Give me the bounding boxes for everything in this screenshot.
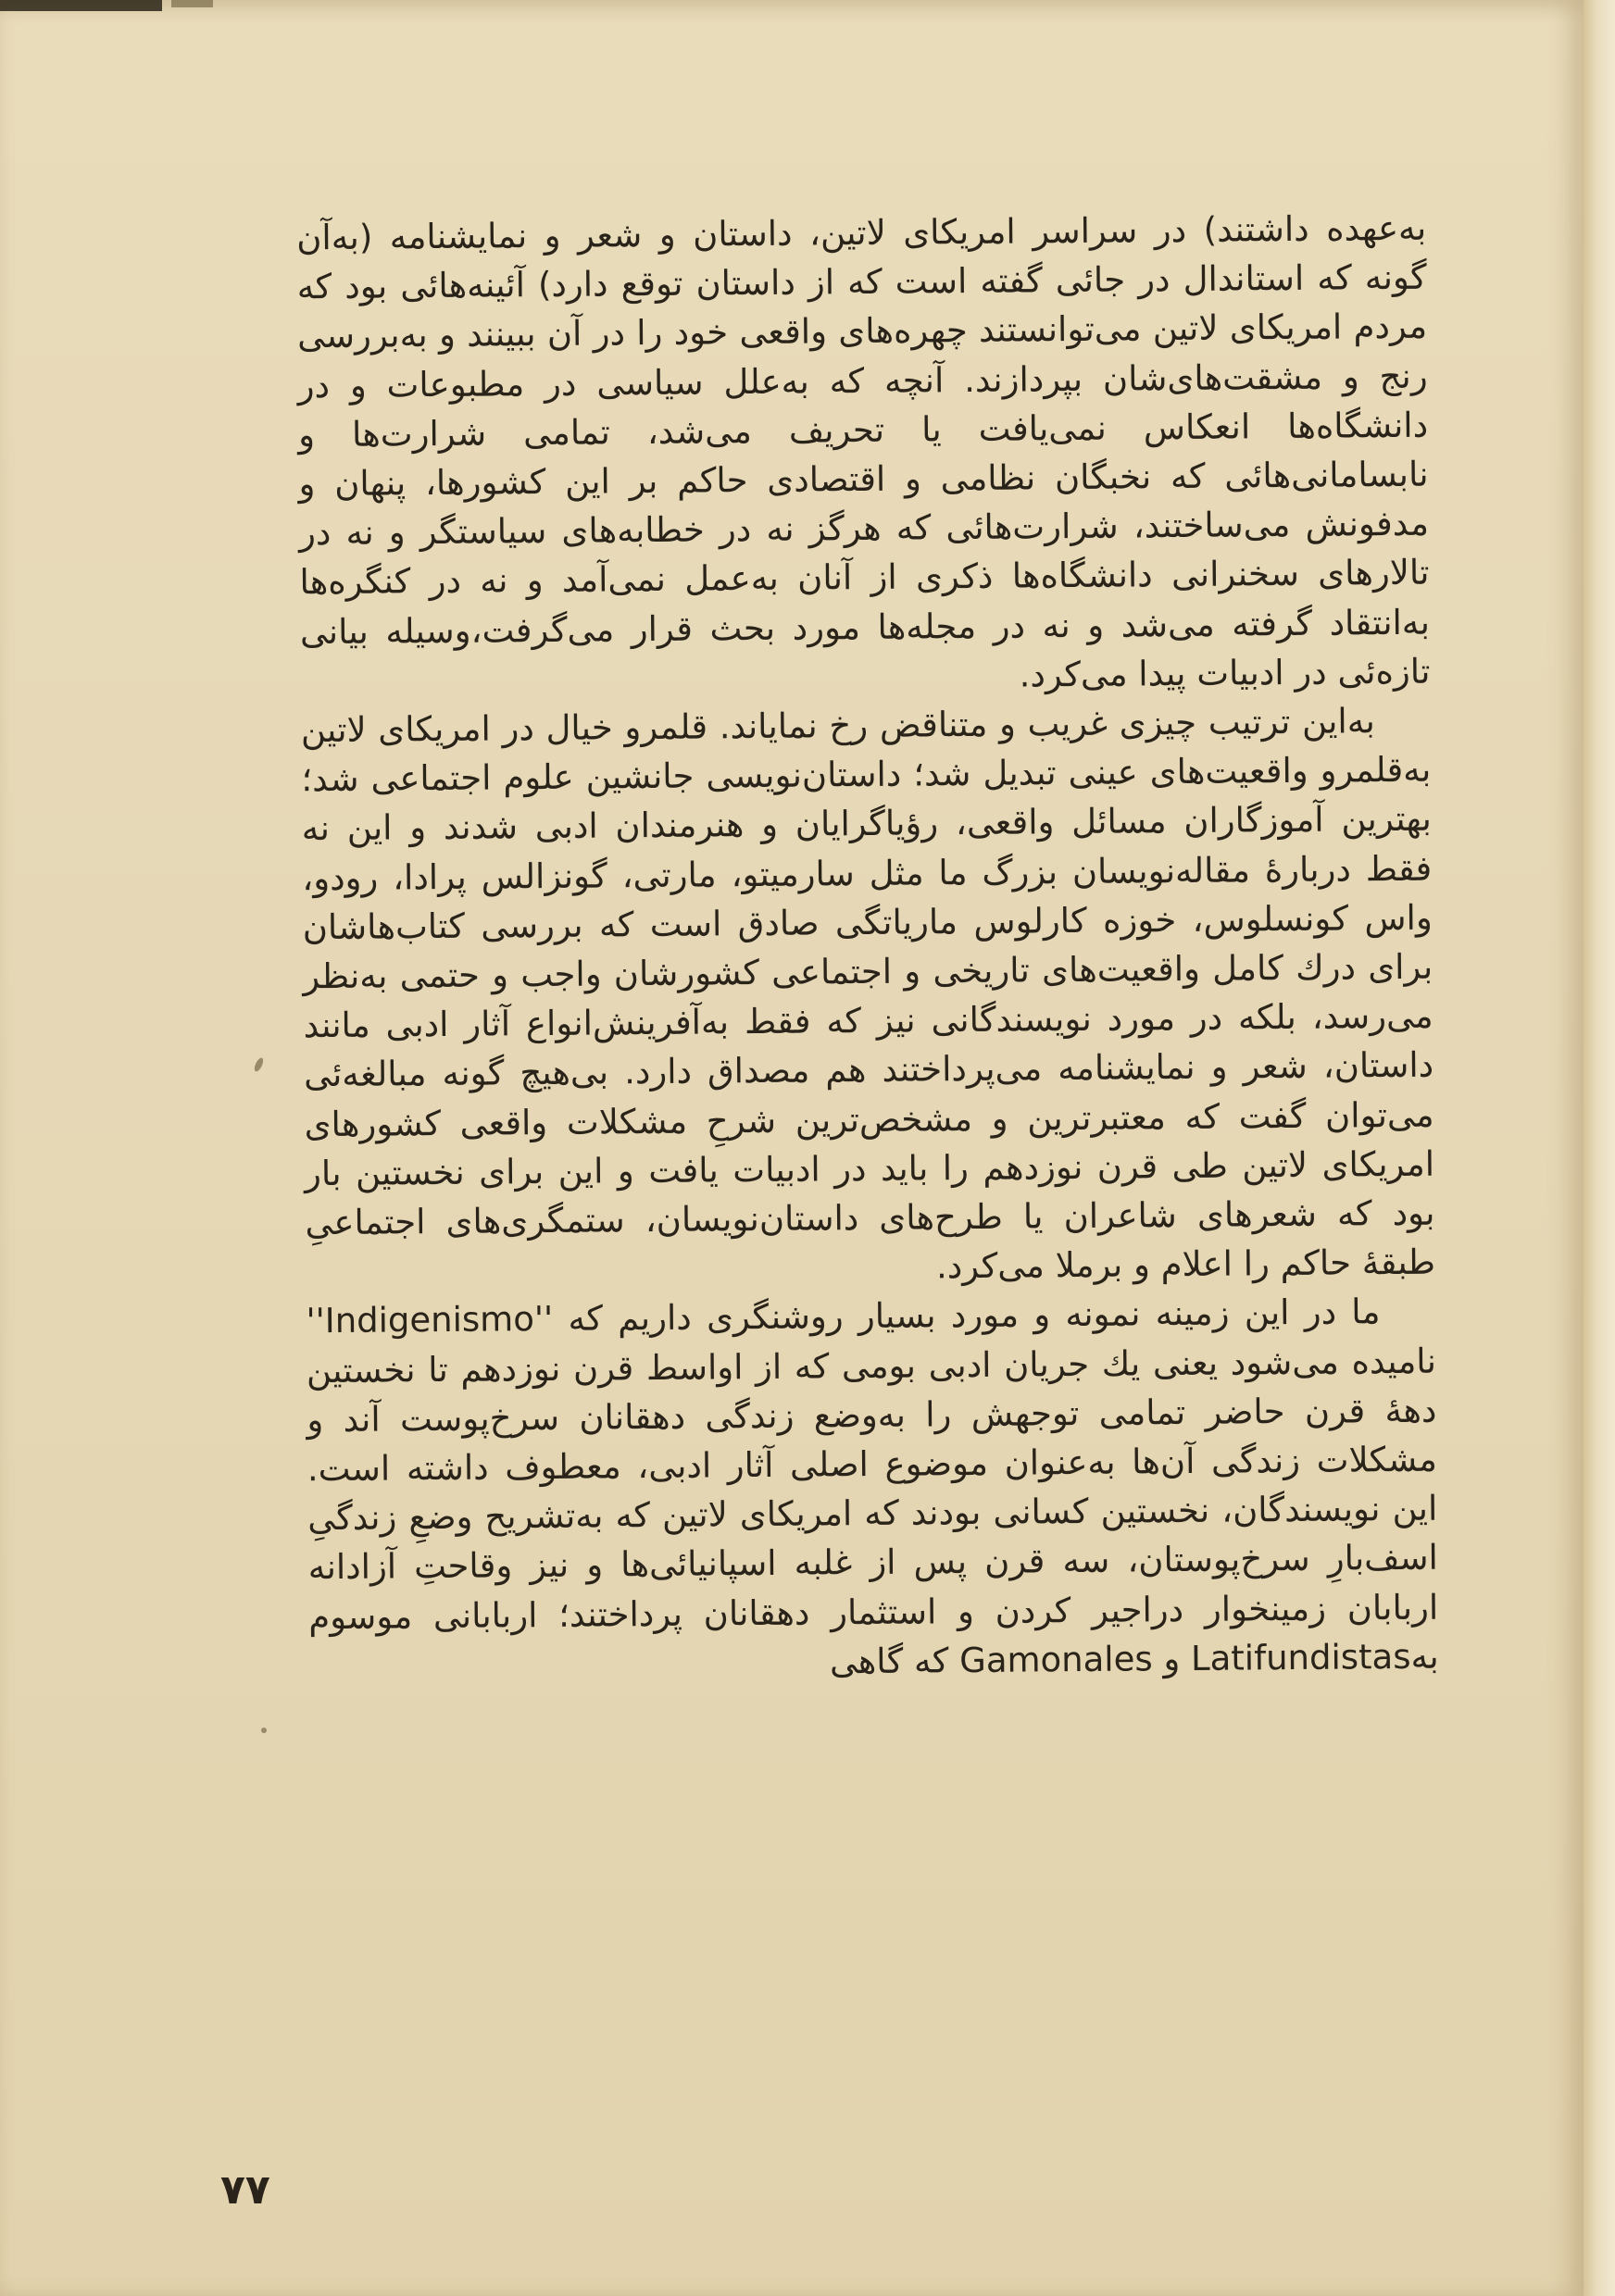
top-edge-mark-secondary <box>171 0 213 7</box>
page-number: ۷۷ <box>220 2166 270 2214</box>
paper-speck <box>261 1728 267 1733</box>
paragraph-3: ما در این زمینه نمونه و مورد بسیار روشنگری داریم که ''Indigenismo'' نامیده می‌شود یعنی یك جریان ادبی بومی که از اواسط قرن نوزدهم تا نخستین دههٔ قرن حاضر تمامی توجهش را به‌وضع زندگی دهقانان سرخ‌پوست آند و مشکلات زندگی آن‌ها به‌عنوان موضوع اصلی آثار ادبی، معطوف داشته است. این نویسندگان، نخستین کسانی بودند که امریکای لاتین که به‌تشریح وضعِ زندگیِ اسف‌بارِ سرخ‌پوستان، سه قرن پس از غلبه اسپانیائی‌ها و نیز وقاحتِ آزادانه اربابان زمینخوار دراجیر کردن و استثمار دهقانان پرداختند؛ اربابانی موسوم به‌Latifundistas و Gamonales که گاهی <box>306 1292 1439 1682</box>
paragraph-2: به‌این ترتیب چیزی غریب و متناقض رخ نمایاند. قلمرو خیال در امریکای لاتین به‌قلمرو واقعیت‌های عینی تبدیل شد؛ داستان‌نویسی جانشین علوم اجتماعی شد؛ بهترین آموزگاران مسائل واقعی، رؤیاگرایان و هنرمندان ادبی شدند و این نه فقط دربارهٔ مقاله‌نویسان بزرگ ما مثل سارمیتو، مارتی، گونزالس پرادا، رودو، واس کونسلوس، خوزه کارلوس ماریاتگی صادق است که بررسی کتاب‌هاشان برای درك کامل واقعیت‌های تاریخی و اجتماعی کشورشان واجب و حتمی به‌نظر می‌رسد، بلکه در مورد نویسندگانی نیز که فقط به‌آفرینش‌انواع آثار ادبی مانند داستان، شعر و نمایشنامه می‌پرداختند هم مصداق دارد. بی‌هیچ گونه مبالغه‌ئی می‌توان گفت که معتبرترین و مشخص‌ترین شرحِ مشکلات واقعی کشورهای امریکای لاتین طی قرن نوزدهم را باید در ادبیات یافت و این برای نخستین بار بود که شعرهای شاعران یا طرح‌های داستان‌نویسان، ستمگری‌های اجتماعیِ طبقهٔ حاکم را اعلام و برملا می‌کرد. <box>300 701 1436 1287</box>
paragraph-1: به‌عهده داشتند) در سراسر امریکای لاتین، داستان و شعر و نمایشنامه (به‌آن گونه که استاندال در جائی گفته است که از داستان توقع دارد) آئینه‌هائی بود که مردم امریکای لاتین می‌توانستند چهره‌های واقعی خود را در آن ببینند و به‌بررسی رنج و مشقت‌های‌شان بپردازند. آنچه که به‌علل سیاسی در مطبوعات و در دانشگاه‌ها انعکاس نمی‌یافت یا تحریف می‌شد، تمامی شرارت‌ها و نابسامانی‌هائی که نخبگان نظامی و اقتصادی حاکم بر این کشورها، پنهان و مدفونش می‌ساختند، شرارت‌هائی که هرگز نه در خطابه‌های سیاستگر و نه در تالارهای سخنرانی دانشگاه‌ها ذکری از آنان به‌عمل نمی‌آمد و نه در کنگره‌ها به‌انتقاد گرفته می‌شد و نه در مجله‌ها مورد بحث قرار می‌گرفت،وسیله بیانی تازه‌ئی در ادبیات پیدا می‌کرد. <box>296 207 1431 695</box>
page-edge <box>1584 0 1615 2296</box>
paper-speck <box>253 1056 265 1072</box>
body-text <box>296 204 1439 1691</box>
top-edge-mark <box>0 0 162 11</box>
